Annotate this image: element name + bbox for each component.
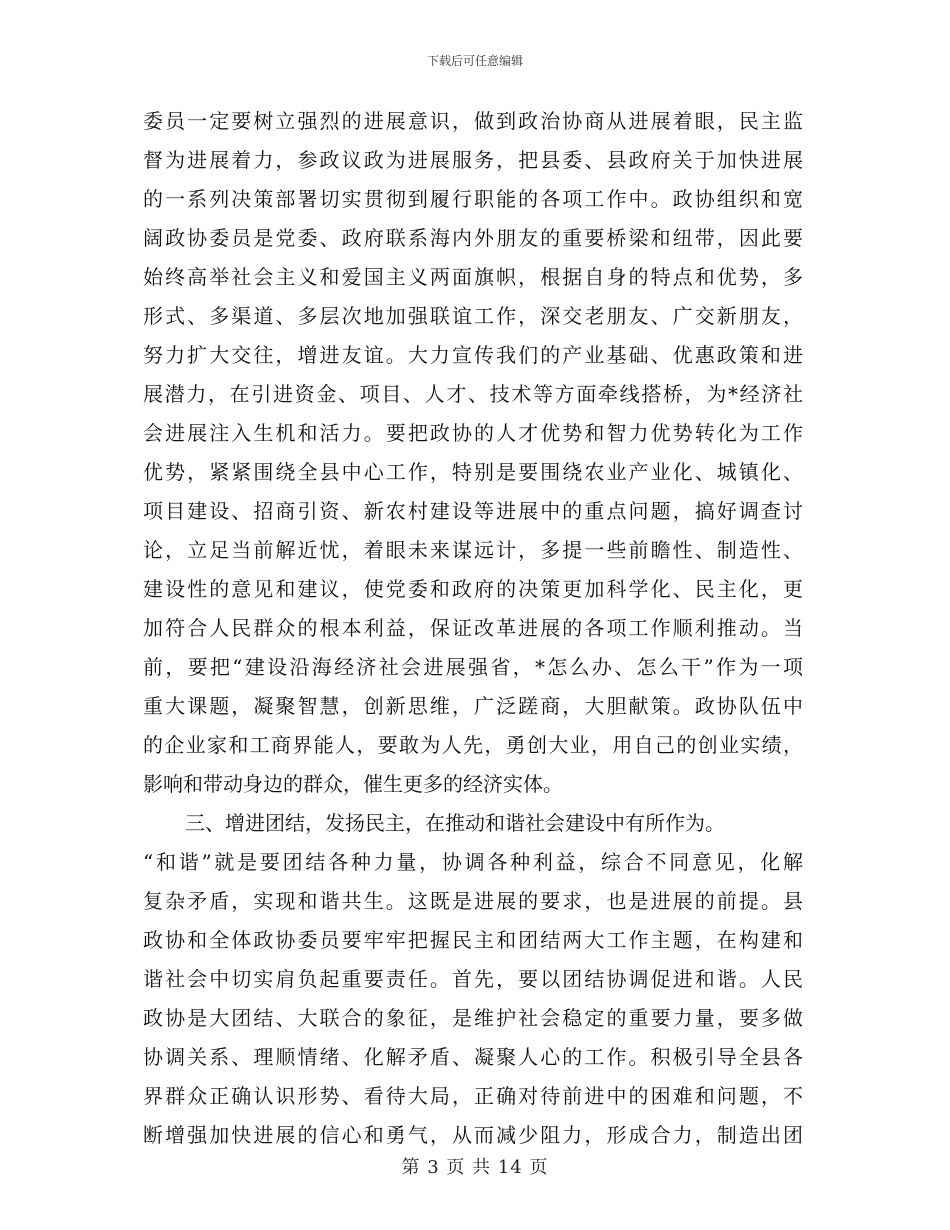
text-line: 政协和全体政协委员要牢牢把握民主和团结两大工作主题，在构建和 (143, 928, 803, 952)
text-line: 委员一定要树立强烈的进展意识，做到政治协商从进展着眼，民主监 (143, 109, 803, 133)
text-line: 加符合人民群众的根本利益，保证改革进展的各项工作顺利推动。当 (143, 616, 803, 640)
text-line: 形式、多渠道、多层次地加强联谊工作，深交老朋友、广交新朋友， (143, 304, 803, 328)
page-footer (0, 1153, 950, 1179)
text-line: 项目建设、招商引资、新农村建设等进展中的重点问题，搞好调查讨 (143, 499, 803, 523)
text-line: 会进展注入生机和活力。要把政协的人才优势和智力优势转化为工作 (143, 421, 803, 445)
text-line: 优势，紧紧围绕全县中心工作，特别是要围绕农业产业化、城镇化、 (143, 460, 803, 484)
text-line: 影响和带动身边的群众，催生更多的经济实体。 (143, 772, 563, 796)
text-line: 努力扩大交往，增进友谊。大力宣传我们的产业基础、优惠政策和进 (143, 343, 803, 367)
text-line: 督为进展着力，参政议政为进展服务，把县委、县政府关于加快进展 (143, 148, 803, 172)
text-line: 界群众正确认识形势、看待大局，正确对待前进中的困难和问题，不 (143, 1084, 803, 1108)
text-line: 的一系列决策部署切实贯彻到履行职能的各项工作中。政协组织和宽 (143, 187, 803, 211)
text-line: 重大课题，凝聚智慧，创新思维，广泛蹉商，大胆献策。政协队伍中 (143, 694, 803, 718)
page-header (0, 52, 950, 69)
text-line: 前，要把“建设沿海经济社会进展强省，*怎么办、怎么干”作为一项 (143, 655, 803, 679)
section-heading: 三、增进团结，发扬民主，在推动和谐社会建设中有所作为。 (185, 811, 725, 835)
text-line: 复杂矛盾，实现和谐共生。这既是进展的要求，也是进展的前提。县 (143, 889, 803, 913)
text-line: 的企业家和工商界能人，要敢为人先，勇创大业，用自己的创业实绩， (143, 733, 803, 757)
document-body (143, 102, 803, 1155)
text-line: 论，立足当前解近忧，着眼未来谋远计，多提一些前瞻性、制造性、 (143, 538, 803, 562)
text-line: “和谐”就是要团结各种力量，协调各种利益，综合不同意见，化解 (143, 850, 803, 874)
text-line: 谐社会中切实肩负起重要责任。首先，要以团结协调促进和谐。人民 (143, 967, 803, 991)
text-line: 断增强加快进展的信心和勇气，从而减少阻力，形成合力，制造出团 (143, 1123, 803, 1147)
text-line: 阔政协委员是党委、政府联系海内外朋友的重要桥梁和纽带，因此要 (143, 226, 803, 250)
text-line: 展潜力，在引进资金、项目、人才、技术等方面牵线搭桥，为*经济社 (143, 382, 803, 406)
text-line: 协调关系、理顺情绪、化解矛盾、凝聚人心的工作。积极引导全县各 (143, 1045, 803, 1069)
text-line: 始终高举社会主义和爱国主义两面旗帜，根据自身的特点和优势，多 (143, 265, 803, 289)
header-note: 下载后可任意编辑 (426, 54, 523, 68)
text-line: 建设性的意见和建议，使党委和政府的决策更加科学化、民主化，更 (143, 577, 803, 601)
text-line: 政协是大团结、大联合的象征，是维护社会稳定的重要力量，要多做 (143, 1006, 803, 1030)
page-number: 第 3 页 共 14 页 (401, 1157, 549, 1178)
